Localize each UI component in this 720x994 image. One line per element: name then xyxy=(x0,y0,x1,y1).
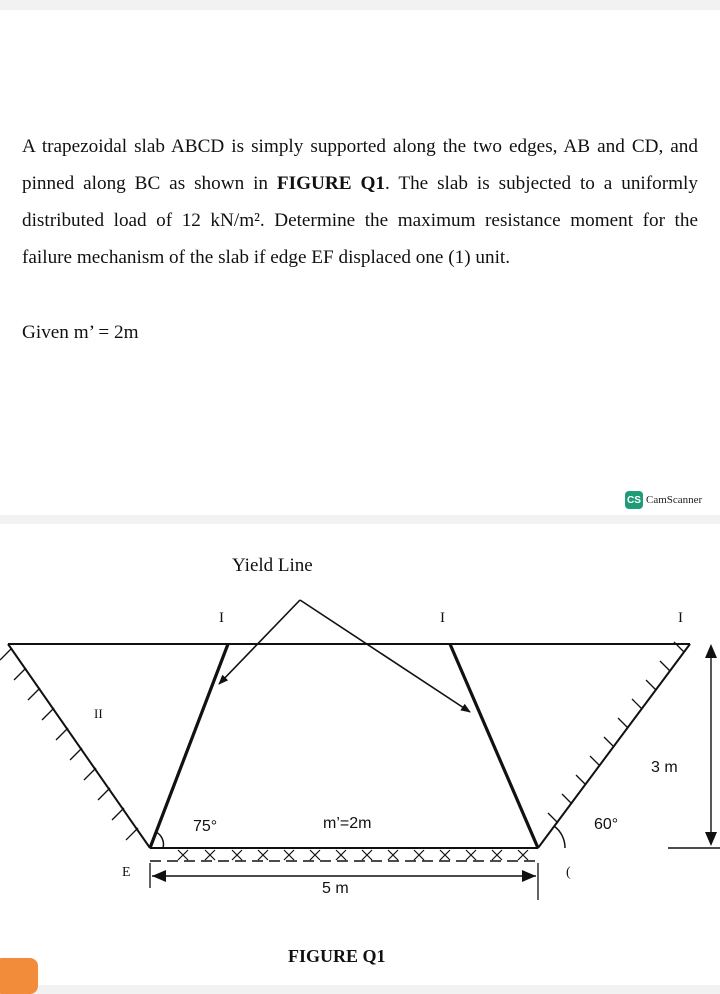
label-region-left-side: II xyxy=(94,706,103,721)
height-arrow-top-icon xyxy=(705,644,717,658)
given-value: Given m’ = 2m xyxy=(22,322,139,343)
problem-text-part2: . The slab is subjected to a uniformly distributed load of 12 kN/m². Determine the maximum resistance moment for the failure mechanism of the slab if edge EF displaced one (1) unit. xyxy=(22,173,698,268)
angle-label-right: 60° xyxy=(594,816,619,833)
pointer-arrow-left xyxy=(219,600,300,684)
yield-line-right xyxy=(450,644,538,848)
span-arrow-left-icon xyxy=(152,870,166,882)
left-support-hatching xyxy=(0,648,138,840)
problem-text-part1: A trapezoidal slab ABCD is simply supported along the two edges, AB and CD, and pinned along BC as shown in xyxy=(22,136,698,194)
height-label: 3 m xyxy=(651,759,678,776)
pinned-edge-crosses xyxy=(178,850,528,860)
span-label: 5 m xyxy=(322,880,349,897)
right-support-hatching xyxy=(548,642,684,823)
label-bottom-right: ( xyxy=(566,865,571,880)
orange-corner-tab[interactable] xyxy=(0,958,38,994)
camscanner-logo-icon: CS xyxy=(625,491,643,509)
span-arrow-right-icon xyxy=(522,870,536,882)
left-support-edge xyxy=(8,644,150,848)
figure-caption: FIGURE Q1 xyxy=(288,946,386,966)
figure-reference: FIGURE Q1 xyxy=(276,173,385,194)
angle-arc-right xyxy=(554,826,565,848)
height-arrow-bottom-icon xyxy=(705,832,717,846)
camscanner-text: CamScanner xyxy=(646,494,703,506)
label-bottom-left: E xyxy=(122,865,131,880)
moment-label: m’=2m xyxy=(323,815,372,832)
angle-arc-left xyxy=(156,832,163,848)
label-region-mid-top: I xyxy=(440,610,445,626)
angle-label-left: 75° xyxy=(193,818,218,835)
label-region-left-top: I xyxy=(219,610,224,626)
label-region-right-top: I xyxy=(678,610,683,626)
yield-line-title: Yield Line xyxy=(232,555,313,576)
